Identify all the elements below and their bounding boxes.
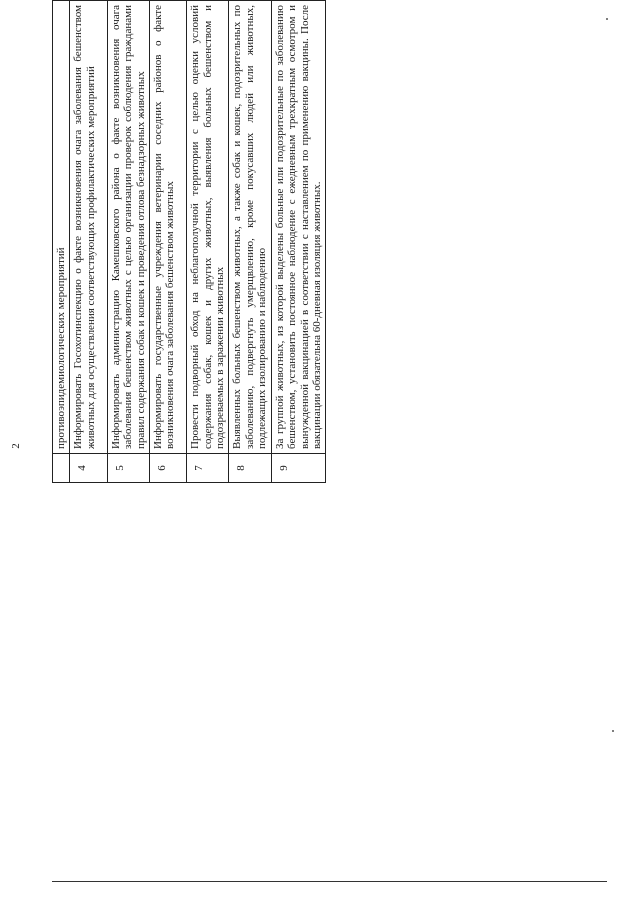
table-cell-action: Информировать Госохотинспекцию о факте возникновения очага заболевания бешенством животных для осуществления соответствующих профилактических мероприятий — [70, 1, 107, 454]
scan-speck — [606, 18, 608, 20]
page-number: 2 — [10, 443, 22, 449]
table-cell-action: За группой животных, из которой выделены больные или подозрительные по заболеванию бешенством, установить постоянное наблюдение с ежедневным трехкратным осмотром и вынужденной вакцинацией в соответствии с наставлением по применению вакцины. После вакцинации обязательна 60-дневная изоляция животных. — [271, 1, 326, 454]
table-cell-responsible — [187, 0, 229, 1]
table-cell-num: 9 — [271, 454, 326, 483]
table-cell-responsible — [107, 0, 149, 1]
table-cell-action: Информировать администрацию Камешковского района о факте возникновения очага заболевания бешенством животных с целью организации проверок соблюдения гражданами правил содержания собак и кошек и проведения отлова безнадзорных животных — [107, 1, 149, 454]
table-row — [229, 0, 271, 483]
scan-speck — [612, 730, 614, 732]
measures-table — [52, 0, 326, 483]
table-cell-responsible — [149, 0, 186, 1]
table-row — [187, 0, 229, 483]
table-cell-responsible — [229, 0, 271, 1]
table-row — [271, 0, 326, 483]
table-cell-action: противоэпидемиологических мероприятий — [53, 1, 70, 454]
table-cell-action: Выявленных больных бешенством животных, а также собак и кошек, подозрительных по заболеванию, подвергнуть умерщвлению, кроме покусавших людей или животных, подлежащих изолированию и наблюдению — [229, 1, 271, 454]
table-cell-responsible — [53, 0, 70, 1]
table-row — [70, 0, 107, 483]
table-cell-responsible — [271, 0, 326, 1]
table-cell-action: Информировать государственные учреждения ветеринарии соседних районов о факте возникновения очага заболевания бешенством животных — [149, 1, 186, 454]
table-cell-num — [53, 454, 70, 483]
bottom-rule — [52, 881, 607, 882]
table-cell-num: 7 — [187, 454, 229, 483]
table-row-continuation — [53, 0, 70, 483]
table-cell-action: Провести подворный обход на неблагополучной территории с целью оценки условий содержания собак, кошек и других животных, выявления больных бешенством и подозреваемых в заражении животных — [187, 1, 229, 454]
table-cell-responsible — [70, 0, 107, 1]
table-row — [149, 0, 186, 483]
table-cell-num: 4 — [70, 454, 107, 483]
measures-table-rotated — [52, 0, 580, 483]
table-cell-num: 8 — [229, 454, 271, 483]
table-row — [107, 0, 149, 483]
table-cell-num: 5 — [107, 454, 149, 483]
table-cell-num: 6 — [149, 454, 186, 483]
